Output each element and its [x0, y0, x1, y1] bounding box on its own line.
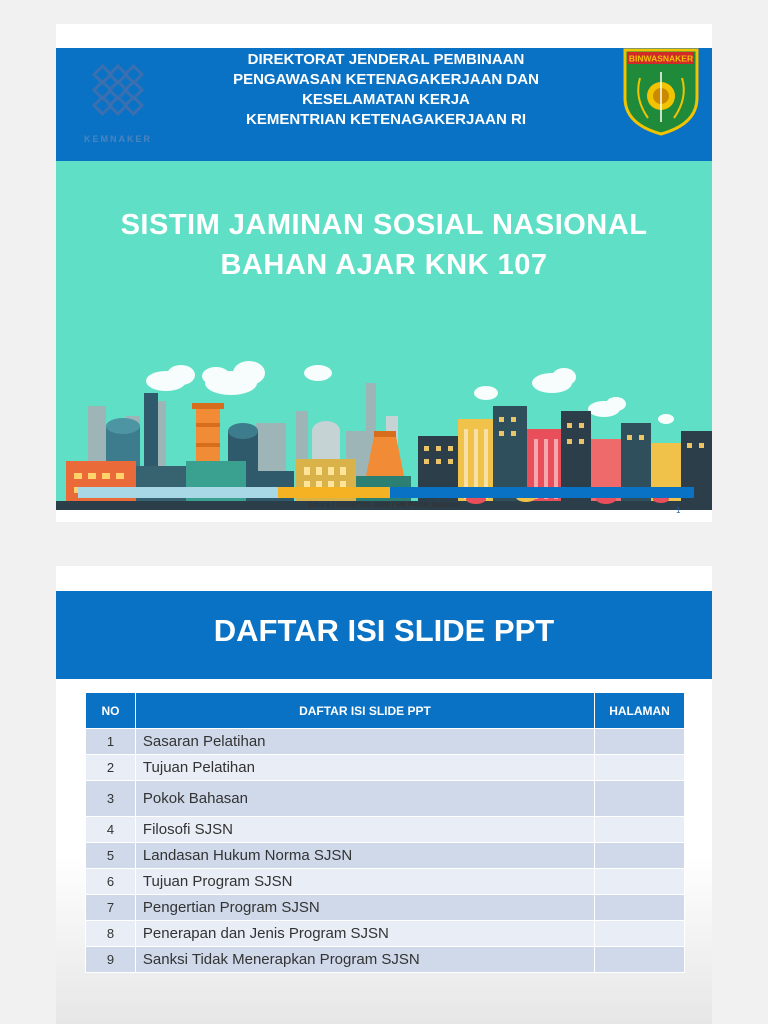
column-header-no: NO: [86, 693, 136, 729]
table-row: [86, 921, 685, 947]
row-item: Sanksi Tidak Menerapkan Program SJSN: [135, 947, 594, 973]
slide-page-number: 1: [676, 506, 681, 515]
row-item: Filosofi SJSN: [135, 817, 594, 843]
directorate-line: KESELAMATAN KERJA: [302, 91, 470, 108]
row-page: [595, 895, 685, 921]
row-number: 4: [86, 817, 136, 843]
table-row: [86, 895, 685, 921]
table-row: [86, 781, 685, 817]
row-item: Penerapan dan Jenis Program SJSN: [135, 921, 594, 947]
footer-color-bar: [390, 487, 694, 498]
table-row: [86, 869, 685, 895]
row-item: Sasaran Pelatihan: [135, 729, 594, 755]
row-page: [595, 921, 685, 947]
row-number: 3: [86, 781, 136, 817]
row-number: 6: [86, 869, 136, 895]
table-row: [86, 843, 685, 869]
row-number: 5: [86, 843, 136, 869]
row-number: 9: [86, 947, 136, 973]
row-item: Tujuan Program SJSN: [135, 869, 594, 895]
row-number: 7: [86, 895, 136, 921]
slide-2: [56, 566, 712, 1024]
row-number: 2: [86, 755, 136, 781]
row-item: Pokok Bahasan: [135, 781, 594, 817]
footer-color-bar: [278, 487, 390, 498]
table-row: [86, 817, 685, 843]
row-page: [595, 817, 685, 843]
table-row: [86, 755, 685, 781]
directorate-line: DIREKTORAT JENDERAL PEMBINAAN: [247, 51, 525, 68]
table-row: [86, 947, 685, 973]
binwasnaker-text: BINWASNAKER: [628, 53, 694, 64]
slide-1-cover: [56, 161, 712, 510]
table-row: [86, 729, 685, 755]
binwasnaker-emblem-icon: [622, 48, 700, 136]
row-page: [595, 869, 685, 895]
directorate-line: KEMENTRIAN KETENAGAKERJAAN RI: [245, 111, 526, 128]
row-page: [595, 755, 685, 781]
slide-footer-edition: Edisi II / AGUSTUS -2020 / HR /FKNK Nasional: [307, 502, 461, 509]
row-item: Pengertian Program SJSN: [135, 895, 594, 921]
cover-title-line: SISTIM JAMINAN SOSIAL NASIONAL: [120, 209, 648, 241]
row-item: Tujuan Pelatihan: [135, 755, 594, 781]
row-page: [595, 781, 685, 817]
column-header-item: DAFTAR ISI SLIDE PPT: [135, 693, 594, 729]
directorate-line: PENGAWASAN KETENAGAKERJAAN DAN: [233, 71, 539, 88]
cover-title-line: BAHAN AJAR KNK 107: [220, 249, 548, 281]
directorate-heading: [166, 50, 606, 130]
slide-1-header: [56, 48, 712, 161]
row-page: [595, 729, 685, 755]
row-item: Landasan Hukum Norma SJSN: [135, 843, 594, 869]
row-page: [595, 843, 685, 869]
column-header-page: HALAMAN: [595, 693, 685, 729]
footer-color-bar: [78, 487, 278, 498]
row-page: [595, 947, 685, 973]
kemnaker-logo-text: KEMNAKER: [83, 134, 152, 144]
table-of-contents: [85, 692, 685, 973]
slide-1: [56, 24, 712, 522]
slide-2-title: DAFTAR ISI SLIDE PPT: [213, 613, 555, 648]
table-header-row: [86, 693, 685, 729]
row-number: 8: [86, 921, 136, 947]
row-number: 1: [86, 729, 136, 755]
cover-title: [56, 205, 712, 285]
slide-2-title-band: [56, 591, 712, 679]
